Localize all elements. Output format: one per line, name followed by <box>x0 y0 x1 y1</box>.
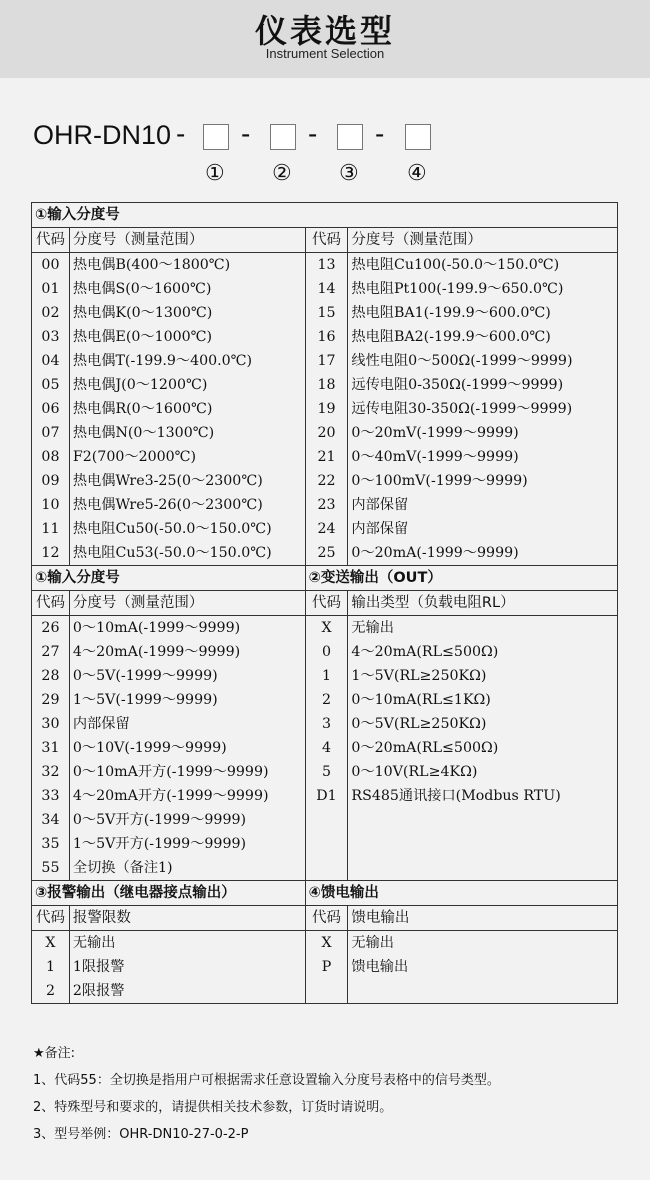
code-header: 代码 <box>305 591 348 616</box>
selection-table <box>31 202 618 1004</box>
section-title-row <box>32 881 618 906</box>
table-row <box>32 397 618 421</box>
desc-cell: 热电偶T(-199.9～400.0℃) <box>69 349 305 373</box>
desc-cell: 1限报警 <box>69 955 305 979</box>
desc-header: 馈电输出 <box>348 906 618 931</box>
section-title: ③报警输出（继电器接点输出） <box>32 881 306 906</box>
table-row <box>32 325 618 349</box>
code-cell: 09 <box>32 469 70 493</box>
desc-cell <box>348 832 618 856</box>
note-item: 1、代码55：全切换是指用户可根据需求任意设置输入分度号表格中的信号类型。 <box>33 1073 500 1088</box>
code-cell: 2 <box>305 688 348 712</box>
table-row <box>32 349 618 373</box>
desc-header: 分度号（测量范围） <box>348 228 618 253</box>
code-cell: D1 <box>305 784 348 808</box>
code-cell: 4 <box>305 736 348 760</box>
code-cell: 10 <box>32 493 70 517</box>
desc-cell: 内部保留 <box>348 493 618 517</box>
desc-cell: 热电偶Wre3-25(0～2300℃) <box>69 469 305 493</box>
model-slot-box-4 <box>405 124 431 150</box>
desc-cell: 热电偶B(400～1800℃) <box>69 253 305 278</box>
desc-cell <box>348 979 618 1004</box>
code-cell: X <box>32 931 70 956</box>
table-row <box>32 373 618 397</box>
desc-cell <box>348 856 618 881</box>
model-prefix: OHR-DN10 <box>33 120 172 150</box>
desc-cell: 远传电阻30-350Ω(-1999～9999) <box>348 397 618 421</box>
table-row <box>32 955 618 979</box>
page-header <box>0 0 650 78</box>
model-dash: - <box>241 118 251 149</box>
desc-cell: 0～100mV(-1999～9999) <box>348 469 618 493</box>
desc-cell: 热电偶J(0～1200℃) <box>69 373 305 397</box>
page-subtitle: Instrument Selection <box>265 46 385 61</box>
desc-cell: 馈电输出 <box>348 955 618 979</box>
code-cell: 26 <box>32 616 70 641</box>
section-title: ①输入分度号 <box>32 566 306 591</box>
code-cell: 00 <box>32 253 70 278</box>
model-slot-label-3: ③ <box>339 160 359 185</box>
section-title-row <box>32 566 618 591</box>
code-cell: 19 <box>305 397 348 421</box>
table-header-row <box>32 228 618 253</box>
desc-cell: 0～5V(-1999～9999) <box>69 664 305 688</box>
code-cell: 01 <box>32 277 70 301</box>
desc-cell: 线性电阻0～500Ω(-1999～9999) <box>348 349 618 373</box>
desc-cell: 无输出 <box>69 931 305 956</box>
desc-cell: 内部保留 <box>69 712 305 736</box>
model-dash: - <box>176 118 186 149</box>
table-row <box>32 808 618 832</box>
model-slot-box-3 <box>337 124 363 150</box>
note-item: 2、特殊型号和要求的，请提供相关技术参数，订货时请说明。 <box>33 1100 393 1115</box>
desc-cell: 0～10mA开方(-1999～9999) <box>69 760 305 784</box>
code-cell: 29 <box>32 688 70 712</box>
code-cell: 16 <box>305 325 348 349</box>
table-row <box>32 253 618 278</box>
code-cell: X <box>305 931 348 956</box>
desc-cell: 0～5V(RL≥250KΩ) <box>348 712 618 736</box>
desc-cell: 无输出 <box>348 616 618 641</box>
note-item: 3、型号举例：OHR-DN10-27-0-2-P <box>33 1127 249 1142</box>
table-row <box>32 445 618 469</box>
table-row <box>32 664 618 688</box>
code-cell: 28 <box>32 664 70 688</box>
code-cell: 27 <box>32 640 70 664</box>
table-row <box>32 493 618 517</box>
desc-cell: 热电阻Cu100(-50.0～150.0℃) <box>348 253 618 278</box>
table-row <box>32 931 618 956</box>
desc-cell: 1～5V(RL≥250KΩ) <box>348 664 618 688</box>
desc-cell: F2(700～2000℃) <box>69 445 305 469</box>
code-cell: 25 <box>305 541 348 566</box>
code-cell: 3 <box>305 712 348 736</box>
code-cell: 55 <box>32 856 70 881</box>
code-header: 代码 <box>32 906 70 931</box>
table-row <box>32 301 618 325</box>
code-cell: 35 <box>32 832 70 856</box>
code-cell <box>305 808 348 832</box>
table-row <box>32 832 618 856</box>
table-row <box>32 277 618 301</box>
table-row <box>32 616 618 641</box>
table-row <box>32 979 618 1004</box>
desc-cell: 1～5V(-1999～9999) <box>69 688 305 712</box>
desc-cell: 0～20mA(-1999～9999) <box>348 541 618 566</box>
table-row <box>32 688 618 712</box>
code-cell: 1 <box>305 664 348 688</box>
table-row <box>32 784 618 808</box>
desc-cell: 无输出 <box>348 931 618 956</box>
model-slot-label-2: ② <box>272 160 292 185</box>
desc-cell: 热电偶K(0～1300℃) <box>69 301 305 325</box>
code-cell: 03 <box>32 325 70 349</box>
code-cell: 5 <box>305 760 348 784</box>
desc-cell: 4～20mA(RL≤500Ω) <box>348 640 618 664</box>
code-cell <box>305 979 348 1004</box>
code-cell: 0 <box>305 640 348 664</box>
desc-cell: 1～5V开方(-1999～9999) <box>69 832 305 856</box>
notes-title: ★备注: <box>33 1046 76 1061</box>
code-header: 代码 <box>32 228 70 253</box>
desc-cell: 热电阻Cu53(-50.0～150.0℃) <box>69 541 305 566</box>
table-row <box>32 541 618 566</box>
code-cell: 1 <box>32 955 70 979</box>
desc-cell: 全切换（备注1) <box>69 856 305 881</box>
desc-header: 报警限数 <box>69 906 305 931</box>
page-title: 仪表选型 <box>254 12 395 50</box>
code-cell: 13 <box>305 253 348 278</box>
code-cell: P <box>305 955 348 979</box>
code-cell: 15 <box>305 301 348 325</box>
table-header-row <box>32 906 618 931</box>
code-cell: 02 <box>32 301 70 325</box>
desc-cell: 热电阻Pt100(-199.9～650.0℃) <box>348 277 618 301</box>
table-row <box>32 640 618 664</box>
desc-cell: 0～10V(RL≥4KΩ) <box>348 760 618 784</box>
desc-cell: 热电偶E(0～1000℃) <box>69 325 305 349</box>
section-title-row <box>32 203 618 228</box>
code-cell: 07 <box>32 421 70 445</box>
code-cell: 22 <box>305 469 348 493</box>
desc-header: 输出类型（负载电阻RL） <box>348 591 618 616</box>
desc-cell: RS485通讯接口(Modbus RTU) <box>348 784 618 808</box>
desc-cell: 0～10mA(RL≤1KΩ) <box>348 688 618 712</box>
desc-cell: 内部保留 <box>348 517 618 541</box>
code-cell <box>305 832 348 856</box>
desc-cell: 远传电阻0-350Ω(-1999～9999) <box>348 373 618 397</box>
code-cell: 17 <box>305 349 348 373</box>
desc-cell: 0～10mA(-1999～9999) <box>69 616 305 641</box>
desc-cell: 4～20mA开方(-1999～9999) <box>69 784 305 808</box>
desc-cell: 热电偶N(0～1300℃) <box>69 421 305 445</box>
code-header: 代码 <box>32 591 70 616</box>
table-header-row <box>32 591 618 616</box>
desc-header: 分度号（测量范围） <box>69 591 305 616</box>
model-slot-label-1: ① <box>205 160 225 185</box>
desc-cell <box>348 808 618 832</box>
model-dash: - <box>375 118 385 149</box>
code-cell: 12 <box>32 541 70 566</box>
code-cell: 2 <box>32 979 70 1004</box>
desc-cell: 2限报警 <box>69 979 305 1004</box>
desc-header: 分度号（测量范围） <box>69 228 305 253</box>
code-cell: 05 <box>32 373 70 397</box>
code-header: 代码 <box>305 906 348 931</box>
code-cell: X <box>305 616 348 641</box>
code-cell: 20 <box>305 421 348 445</box>
code-cell <box>305 856 348 881</box>
desc-cell: 热电偶Wre5-26(0～2300℃) <box>69 493 305 517</box>
code-cell: 32 <box>32 760 70 784</box>
desc-cell: 0～20mV(-1999～9999) <box>348 421 618 445</box>
desc-cell: 0～40mV(-1999～9999) <box>348 445 618 469</box>
code-cell: 30 <box>32 712 70 736</box>
code-cell: 08 <box>32 445 70 469</box>
section-title: ②变送输出（OUT） <box>305 566 617 591</box>
table-row <box>32 856 618 881</box>
code-cell: 06 <box>32 397 70 421</box>
desc-cell: 热电阻Cu50(-50.0～150.0℃) <box>69 517 305 541</box>
desc-cell: 0～5V开方(-1999～9999) <box>69 808 305 832</box>
section-title: ④馈电输出 <box>305 881 617 906</box>
code-cell: 24 <box>305 517 348 541</box>
model-slot-label-4: ④ <box>407 160 427 185</box>
code-cell: 31 <box>32 736 70 760</box>
code-cell: 04 <box>32 349 70 373</box>
desc-cell: 热电偶R(0～1600℃) <box>69 397 305 421</box>
code-cell: 34 <box>32 808 70 832</box>
desc-cell: 0～10V(-1999～9999) <box>69 736 305 760</box>
desc-cell: 热电阻BA2(-199.9～600.0℃) <box>348 325 618 349</box>
table-row <box>32 469 618 493</box>
model-slot-box-2 <box>270 124 296 150</box>
desc-cell: 热电阻BA1(-199.9～600.0℃) <box>348 301 618 325</box>
table-row <box>32 736 618 760</box>
code-cell: 21 <box>305 445 348 469</box>
section-title: ①输入分度号 <box>32 203 618 228</box>
model-slot-box-1 <box>203 124 229 150</box>
model-code <box>33 118 427 185</box>
table-row <box>32 760 618 784</box>
table-row <box>32 712 618 736</box>
code-header: 代码 <box>305 228 348 253</box>
code-cell: 18 <box>305 373 348 397</box>
code-cell: 14 <box>305 277 348 301</box>
code-cell: 11 <box>32 517 70 541</box>
code-cell: 33 <box>32 784 70 808</box>
desc-cell: 4～20mA(-1999～9999) <box>69 640 305 664</box>
desc-cell: 0～20mA(RL≤500Ω) <box>348 736 618 760</box>
code-cell: 23 <box>305 493 348 517</box>
table-row <box>32 421 618 445</box>
desc-cell: 热电偶S(0～1600℃) <box>69 277 305 301</box>
model-dash: - <box>308 118 318 149</box>
notes <box>33 1040 500 1148</box>
table-row <box>32 517 618 541</box>
